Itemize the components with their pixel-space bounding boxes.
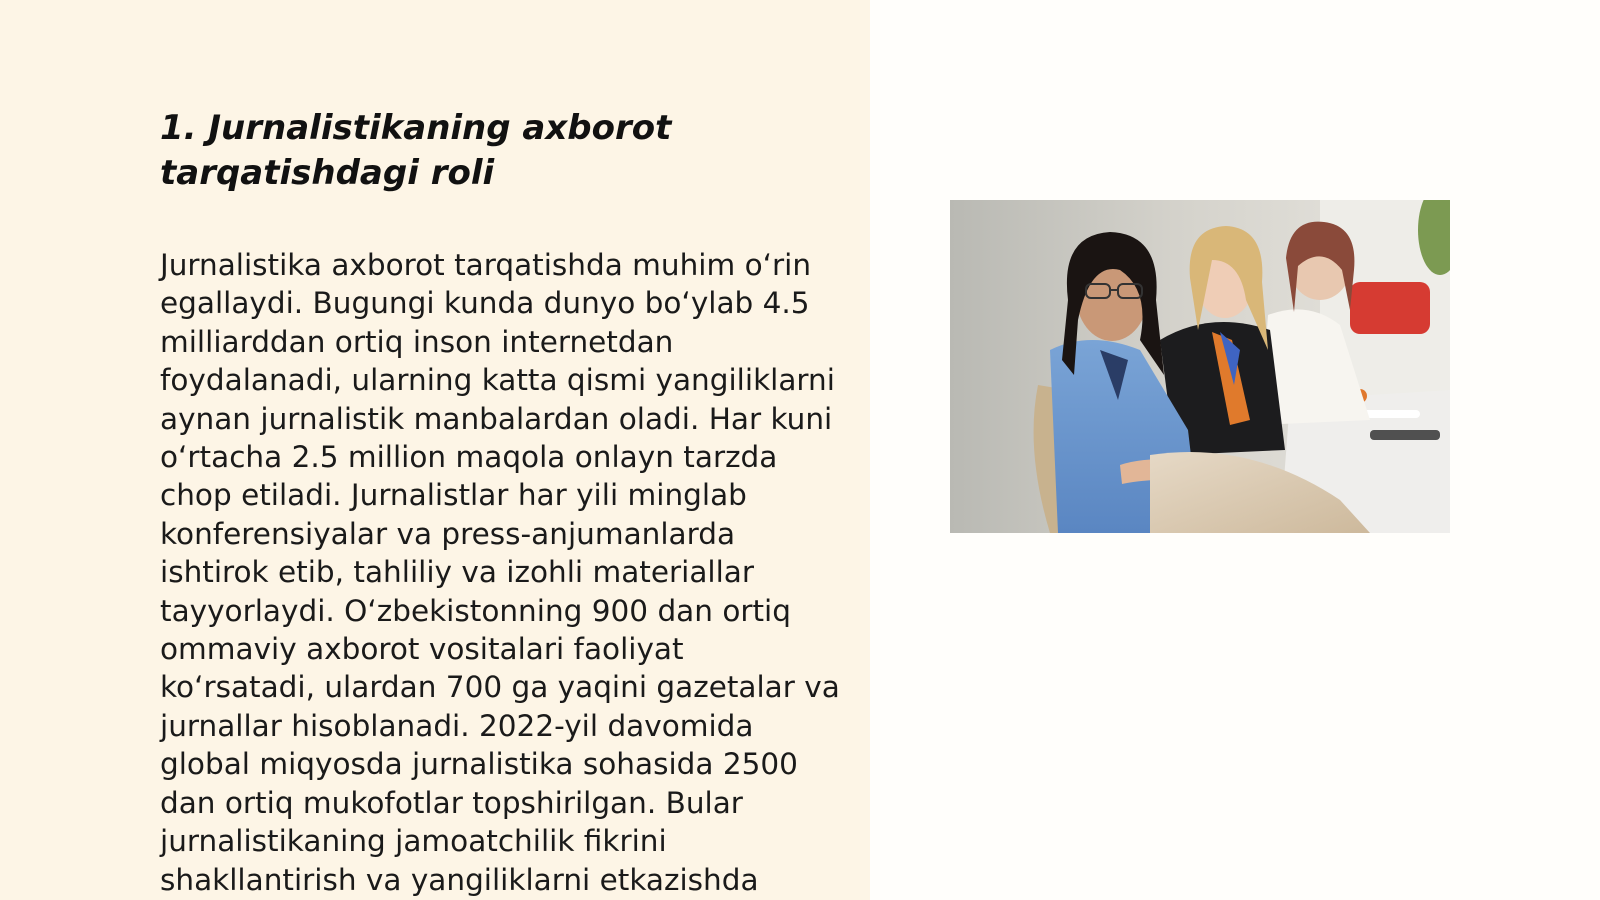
slide-body-text: Jurnalistika axborot tarqatishda muhim o‘rin egallaydi. Bugungi kunda dunyo bo‘ylab 4.5 milliarddan ortiq inson internetdan foydalanadi, ularning katta qismi yangiliklarni aynan jurnalistik manbalardan oladi. Har kuni o‘rtacha 2.5 million maqola onlayn tarzda chop etiladi. Jurnalistlar har yili minglab konferensiyalar va press-anjumanlarda ishtirok etib, tahliliy va izohli materiallar tayyorlaydi. O‘zbekistonning 900 dan ortiq ommaviy axborot vositalari faoliyat ko‘rsatadi, ulardan 700 ga yaqini gazetalar va jurnallar hisoblanadi. 2022-yil davomida global miqyosda jurnalistika sohasida 2500 dan ortiq mukofotlar topshirilgan. Bular jurnalistikaning jamoatchilik fikrini shakllantirish va yangiliklarni etkazishda <box>160 248 840 897</box>
slide-title: 1. Jurnalistikaning axborot tarqatishdagi roli <box>160 108 672 193</box>
conference-photo <box>950 200 1450 533</box>
